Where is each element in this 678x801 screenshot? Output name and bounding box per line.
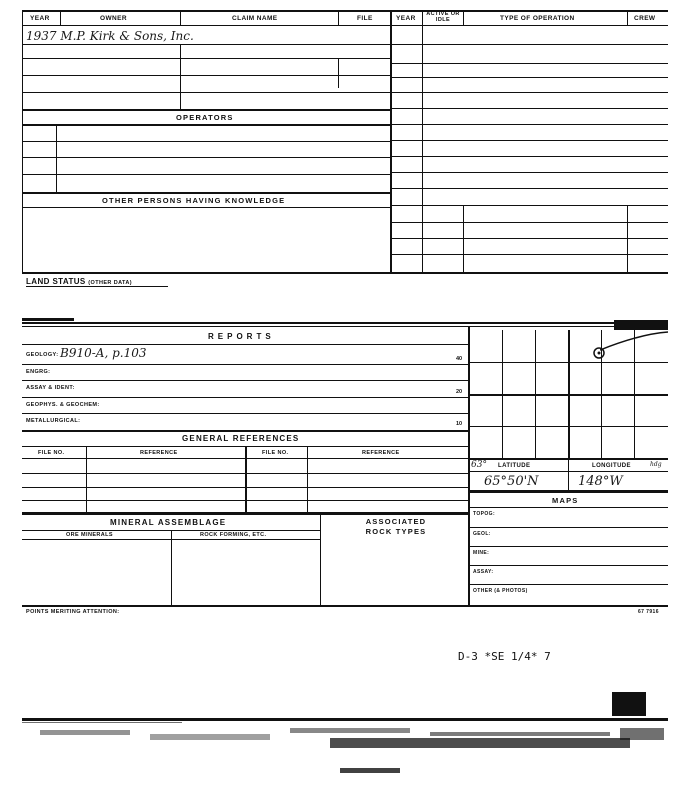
ore-minerals: ORE MINERALS [66,532,113,538]
points-meriting-attention: POINTS MERITING ATTENTION: [26,609,120,615]
report-metallurgical-label: METALLURGICAL: [26,418,81,424]
header-crew: CREW [634,15,656,22]
land-status-text: LAND STATUS [26,277,86,286]
longitude-label: LONGITUDE [592,463,631,469]
latitude-label: LATITUDE [498,463,531,469]
gr-file-no-2: FILE NO. [262,450,289,456]
land-status-sub: (OTHER DATA) [88,280,132,286]
header-file: FILE [357,15,373,22]
latitude-value: 65°50'N [484,474,539,489]
report-assay-num: 20 [456,389,463,395]
maps-assay: ASSAY: [473,569,494,575]
header-year: YEAR [30,15,50,22]
owner-entry: 1937 M.P. Kirk & Sons, Inc. [26,29,194,43]
grid-arc-line [600,330,670,390]
associated-rock-types: ASSOCIATED ROCK TYPES [365,517,427,536]
mineral-assemblage-title: MINERAL ASSEMBLAGE [110,518,227,527]
operators-title: OPERATORS [176,113,234,122]
lon-suffix: hdg [650,461,662,468]
location-stamp: D-3 *SE 1/4* 7 [458,650,551,663]
header-owner: OWNER [100,15,127,22]
report-geology-label: GEOLOGY: [26,352,59,358]
general-references-title: GENERAL REFERENCES [182,434,300,443]
reports-title: REPORTS [208,332,275,341]
longitude-value: 148°W [578,474,623,489]
form-code: 67 7916 [638,609,659,615]
maps-topog: TOPOG: [473,511,496,517]
report-metallurgical-num: 10 [456,421,463,427]
maps-geol: GEOL: [473,531,491,537]
gr-reference-2: REFERENCE [362,450,400,456]
header-claim-name: CLAIM NAME [232,15,278,22]
maps-other: OTHER (& PHOTOS) [473,588,528,594]
report-geology-value: B910-A, p.103 [60,346,147,360]
report-assay-label: ASSAY & IDENT: [26,385,75,391]
other-persons-title: OTHER PERSONS HAVING KNOWLEDGE [102,196,286,205]
land-status-label [26,277,132,286]
rock-forming: ROCK FORMING, ETC. [200,532,267,538]
report-engrg-label: ENGRG: [26,369,51,375]
gr-file-no-1: FILE NO. [38,450,65,456]
maps-title: MAPS [552,496,579,505]
gr-reference-1: REFERENCE [140,450,178,456]
lat-prefix: 63° [471,460,487,470]
header-active-idle: ACTIVE OR IDLE [426,11,460,23]
maps-mine: MINE: [473,550,490,556]
header-type-of-operation: TYPE OF OPERATION [500,15,575,22]
header-year-2: YEAR [396,15,416,22]
report-geology-num: 40 [456,356,463,362]
report-geophys-label: GEOPHYS. & GEOCHEM: [26,402,100,408]
